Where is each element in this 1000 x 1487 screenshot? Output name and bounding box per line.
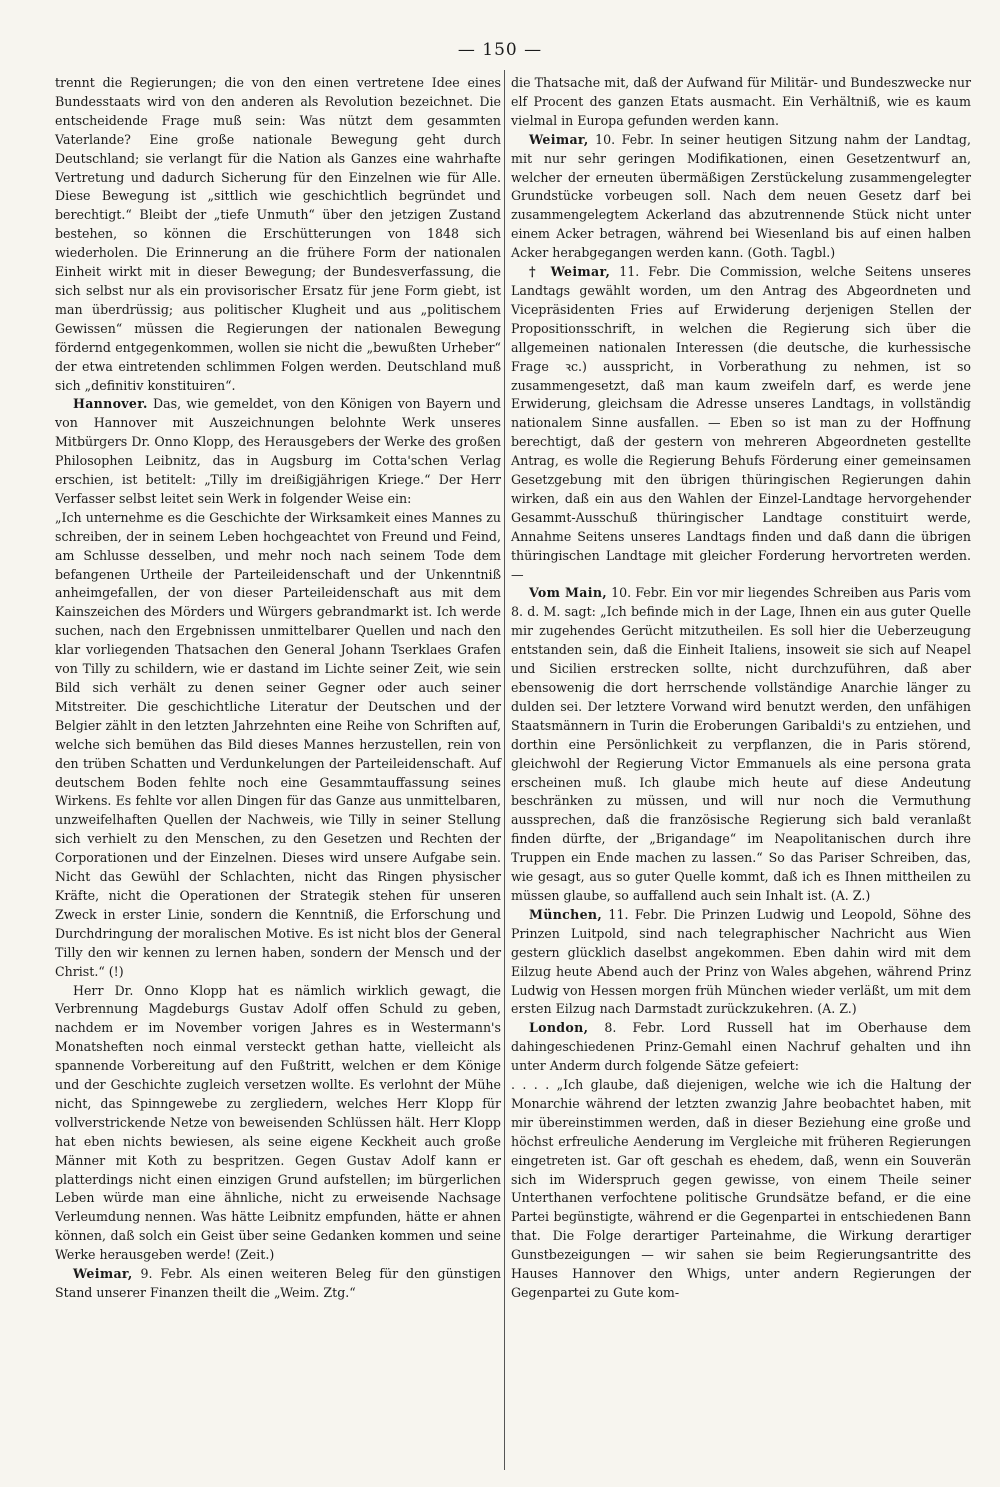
article-paragraph (511, 74, 971, 131)
article-dateline: Vom Main, (529, 585, 607, 601)
article-text: die Thatsache mit, daß der Aufwand für Militär- und Bundeszwecke nur elf Procent des ganzen Etats ausmacht. Ein Verhältniß, wie es kaum vielmal in Europa gefunden werden kann. (511, 75, 971, 128)
article-paragraph (511, 1019, 971, 1076)
left-column (55, 74, 501, 1303)
column-divider (504, 70, 505, 1470)
article-text: 10. Febr. Ein vor mir liegendes Schreiben aus Paris vom 8. d. M. sagt: „Ich befinde mich in der Lage, Ihnen ein aus guter Quelle mir zugehendes Gerücht mitzutheilen. Es soll hier die Ueberzeugung entstanden sein, daß die Einheit Italiens, insoweit sie sich auf Neapel und Sicilien erstrecken sollte, nicht durchzuführen, daß aber ebensowenig die dort herrschende vollständige Anarchie länger zu dulden sei. Der letztere Vorwand wird benutzt werden, den unfähigen Staatsmännern in Turin die Eroberungen Garibaldi's zu entziehen, und dorthin eine Persönlichkeit zu verpflanzen, die in Paris störend, gleichwohl der Regierung Victor Emmanuels als eine persona grata erscheinen muß. Ich glaube mich heute auf diese Andeutung beschränken zu müssen, und will nur noch die Vermuthung aussprechen, daß die französische Regierung sich bald veranlaßt finden dürfte, der „Brigandage“ im Neapolitanischen durch ihre Truppen ein Ende machen zu lassen.“ So das Pariser Schreiben, das, wie gesagt, aus so guter Quelle kommt, daß ich es Ihnen mittheilen zu müssen glaube, so auffallend auch sein Inhalt ist. (A. Z.) (511, 585, 971, 903)
article-dateline: Weimar, (529, 131, 589, 147)
article-text: Herr Dr. Onno Klopp hat es nämlich wirklich gewagt, die Verbrennung Magdeburgs Gustav Adolf offen Schuld zu geben, nachdem er im November vorigen Jahres es in Westermann's Monatsheften noch einmal versteckt gethan hatte, vielleicht als spannende Vorbereitung auf den Fußtritt, welchen er dem Könige und der Geschichte zugleich versetzen wollte. Es verlohnt der Mühe nicht, das Spinngewebe zu zergliedern, welches Herr Klopp für vollverstrickende Netze von beweisenden Schlüssen hält. Herr Klopp hat eben nichts bewiesen, als seine eigene Keckheit auch große Männer mit Koth zu bespritzen. Gegen Gustav Adolf kann er platterdings nicht einen einzigen Grund aufstellen; im bürgerlichen Leben würde man eine ähnliche, nicht zu erweisende Nachsage Verleumdung nennen. Was hätte Leibnitz empfunden, hätte er ahnen können, daß solch ein Geist über seine Gedanken kommen und seine Werke herausgeben werde! (Zeit.) (55, 982, 501, 1263)
article-text: „Ich unternehme es die Geschichte der Wirksamkeit eines Mannes zu schreiben, der in seinem Leben hochgeachtet von Freund und Feind, am Schlusse desselben, und mehr noch nach seinem Tode dem befangenen Urtheile der Parteileidenschaft und der Unkenntniß anheimgefallen, der von dieser Parteileidenschaft aus mit dem Kainszeichen des Mörders und Würgers gebrandmarkt ist. Ich werde suchen, nach den Ergebnissen unmittelbarer Quellen und nach den klar vorliegenden Thatsachen den General Johann Tserklaes Grafen von Tilly zu schildern, wie er dastand im Lichte seiner Zeit, wie sein Bild sich verhält zu denen seiner Gegner oder auch seiner Mitstreiter. Die geschichtliche Literatur der Deutschen und der Belgier zählt in den letzten Jahrzehnten eine Reihe von Schriften auf, welche sich bemühen das Bild dieses Mannes herzustellen, rein von den trüben Schatten und Verdunkelungen der Parteileidenschaft. Auf deutschem Boden fehlte noch eine Gesammtauffassung seines Wirkens. Es fehlte vor allen Dingen für das Ganze aus unmittelbaren, unzweifelhaften Quellen der Nachweis, wie Tilly in seiner Stellung sich verhielt zu den Menschen, zu den Gesetzen und Rechten der Corporationen und der Einzelnen. Dieses wird unsere Aufgabe sein. Nicht das Gewühl der Schlachten, nicht das Ringen physischer Kräfte, nicht die Operationen der Strategik stehen für unseren Zweck in erster Linie, sondern die Kenntniß, die Erforschung und Durchdringung der moralischen Motive. Es ist nicht blos der General Tilly den wir kennen zu lernen haben, sondern der Mensch und der Christ.“ (!) (55, 509, 501, 979)
article-paragraph (511, 906, 971, 1019)
article-dateline: Weimar, (73, 1266, 133, 1282)
article-text: Das, wie gemeldet, von den Königen von Bayern und von Hannover mit Auszeichnungen belohnte Werk unseres Mitbürgers Dr. Onno Klopp, des Herausgebers der Werke des großen Philosophen Leibnitz, das in Augsburg im Cotta'schen Verlag erschien, ist betitelt: „Tilly im dreißigjährigen Kriege.“ Der Herr Verfasser selbst leitet sein Werk in folgender Weise ein: (55, 396, 501, 506)
article-quote (55, 509, 501, 982)
article-paragraph (55, 982, 501, 1266)
article-dateline: † Weimar, (529, 264, 611, 280)
article-text: 11. Febr. Die Commission, welche Seitens unseres Landtags gewählt worden, um den Antrag des Abgeordneten und Vicepräsidenten Fries auf Erwiderung derjenigen Stellen der Propositionsschrift, in welchen die Regierung sich über die allgemeinen nationalen Interessen (die deutsche, die kurhessische Frage ꝛc.) ausspricht, in Vorberathung zu nehmen, ist so zusammengesetzt, daß man kaum zweifeln darf, es werde jene Erwiderung, gleichsam die Adresse unseres Landtags, in vollständig nationalem Sinne ausfallen. — Eben so ist man zu der Hoffnung berechtigt, daß der gestern von mehreren Abgeordneten gestellte Antrag, es wolle die Regierung Behufs Förderung einer gemeinsamen Gesetzgebung mit den übrigen thüringischen Regierungen dahin wirken, daß ein aus den Wahlen der Einzel-Landtage hervorgehender Gesammt-Ausschuß thüringischer Landtage constituirt werde, Annahme Seitens unseres Landtags finden und daß dann die übrigen thüringischen Landtage mit gleicher Forderung hervortreten werden. — (511, 264, 971, 582)
article-paragraph (511, 584, 971, 905)
page-number: — 150 — (457, 40, 543, 60)
article-quote (511, 1076, 971, 1303)
article-dateline: Hannover. (73, 396, 148, 412)
right-column (511, 74, 971, 1303)
article-text: 10. Febr. In seiner heutigen Sitzung nahm der Landtag, mit nur sehr geringen Modifikationen, einen Gesetzentwurf an, welcher der erneuten übermäßigen Zerstückelung zusammengelegter Grundstücke vorbeugen soll. Nach dem neuen Gesetz darf bei zusammengelegtem Ackerland das abzutrennende Stück nicht unter einem Acker betragen, während bei Wiesenland bis auf einen halben Acker herabgegangen werden kann. (Goth. Tagbl.) (511, 131, 971, 261)
article-text: . . . . „Ich glaube, daß diejenigen, welche wie ich die Haltung der Monarchie während der letzten zwanzig Jahre beobachtet haben, mit mir übereinstimmen werden, daß in dieser Beziehung eine große und höchst erfreuliche Aenderung im Vergleiche mit früheren Regierungen eingetreten ist. Gar oft geschah es ehedem, daß, wenn ein Souverän sich im Widerspruch gegen gewisse, von einem Theile seiner Unterthanen verfochtene politische Grundsätze befand, er die eine Partei begünstigte, während er die Gegenpartei in entschiedenen Bann that. Die Folge derartiger Parteinahme, die Wirkung derartiger Gunstbezeigungen — wir sahen sie beim Regierungsantritte des Hauses Hannover den Whigs, unter andern Regierungen der Gegenpartei zu Gute kom- (511, 1077, 971, 1300)
article-text: 11. Febr. Die Prinzen Ludwig und Leopold, Söhne des Prinzen Luitpold, sind nach telegraphischer Nachricht aus Wien gestern glücklich daselbst angekommen. Eben dahin wird mit dem Eilzug heute Abend auch der Prinz von Wales abgehen, während Prinz Ludwig von Hessen morgen früh München wieder verläßt, um mit dem ersten Eilzug nach Darmstadt zurückzukehren. (A. Z.) (511, 906, 971, 1017)
article-dateline: London, (529, 1020, 589, 1036)
article-text: trennt die Regierungen; die von den einen vertretene Idee eines Bundesstaats wird von den anderen als Revolution bezeichnet. Die entscheidende Frage muß sein: Was nützt dem gesammten Vaterlande? Eine große nationale Bewegung geht durch Deutschland; sie verlangt für die Nation als Ganzes eine wahrhafte Vertretung und dadurch Sicherung für den Einzelnen wie für Alle. Diese Bewegung ist „sittlich wie geschichtlich begründet und berechtigt.“ Bleibt der „tiefe Unmuth“ über den jetzigen Zustand bestehen, so können die Erschütterungen von 1848 sich wiederholen. Die Erinnerung an die frühere Form der nationalen Einheit wirkt mit in dieser Bewegung; der Bundesverfassung, die sich selbst nur als ein provisorischer Ersatz für jene Form giebt, ist man überdrüssig; aus politischer Klugheit und aus „politischem Gewissen“ müssen die Regierungen der nationalen Bewegung fördernd entgegenkommen, wollen sie nicht die „bewußten Urheber“ der etwa eintretenden schlimmen Folgen werden. Deutschland muß sich „definitiv konstituiren“. (55, 75, 501, 393)
article-paragraph (55, 395, 501, 508)
article-dateline: München, (529, 906, 603, 922)
article-paragraph (55, 1265, 501, 1303)
article-paragraph (511, 263, 971, 584)
article-text: 9. Febr. Als einen weiteren Beleg für den günstigen Stand unserer Finanzen theilt die „Weim. Ztg.“ (55, 1266, 501, 1300)
article-paragraph (55, 74, 501, 395)
article-paragraph (511, 131, 971, 263)
article-text: 8. Febr. Lord Russell hat im Oberhause dem dahingeschiedenen Prinz-Gemahl einen Nachruf gehalten und ihn unter Anderm durch folgende Sätze gefeiert: (511, 1020, 971, 1074)
